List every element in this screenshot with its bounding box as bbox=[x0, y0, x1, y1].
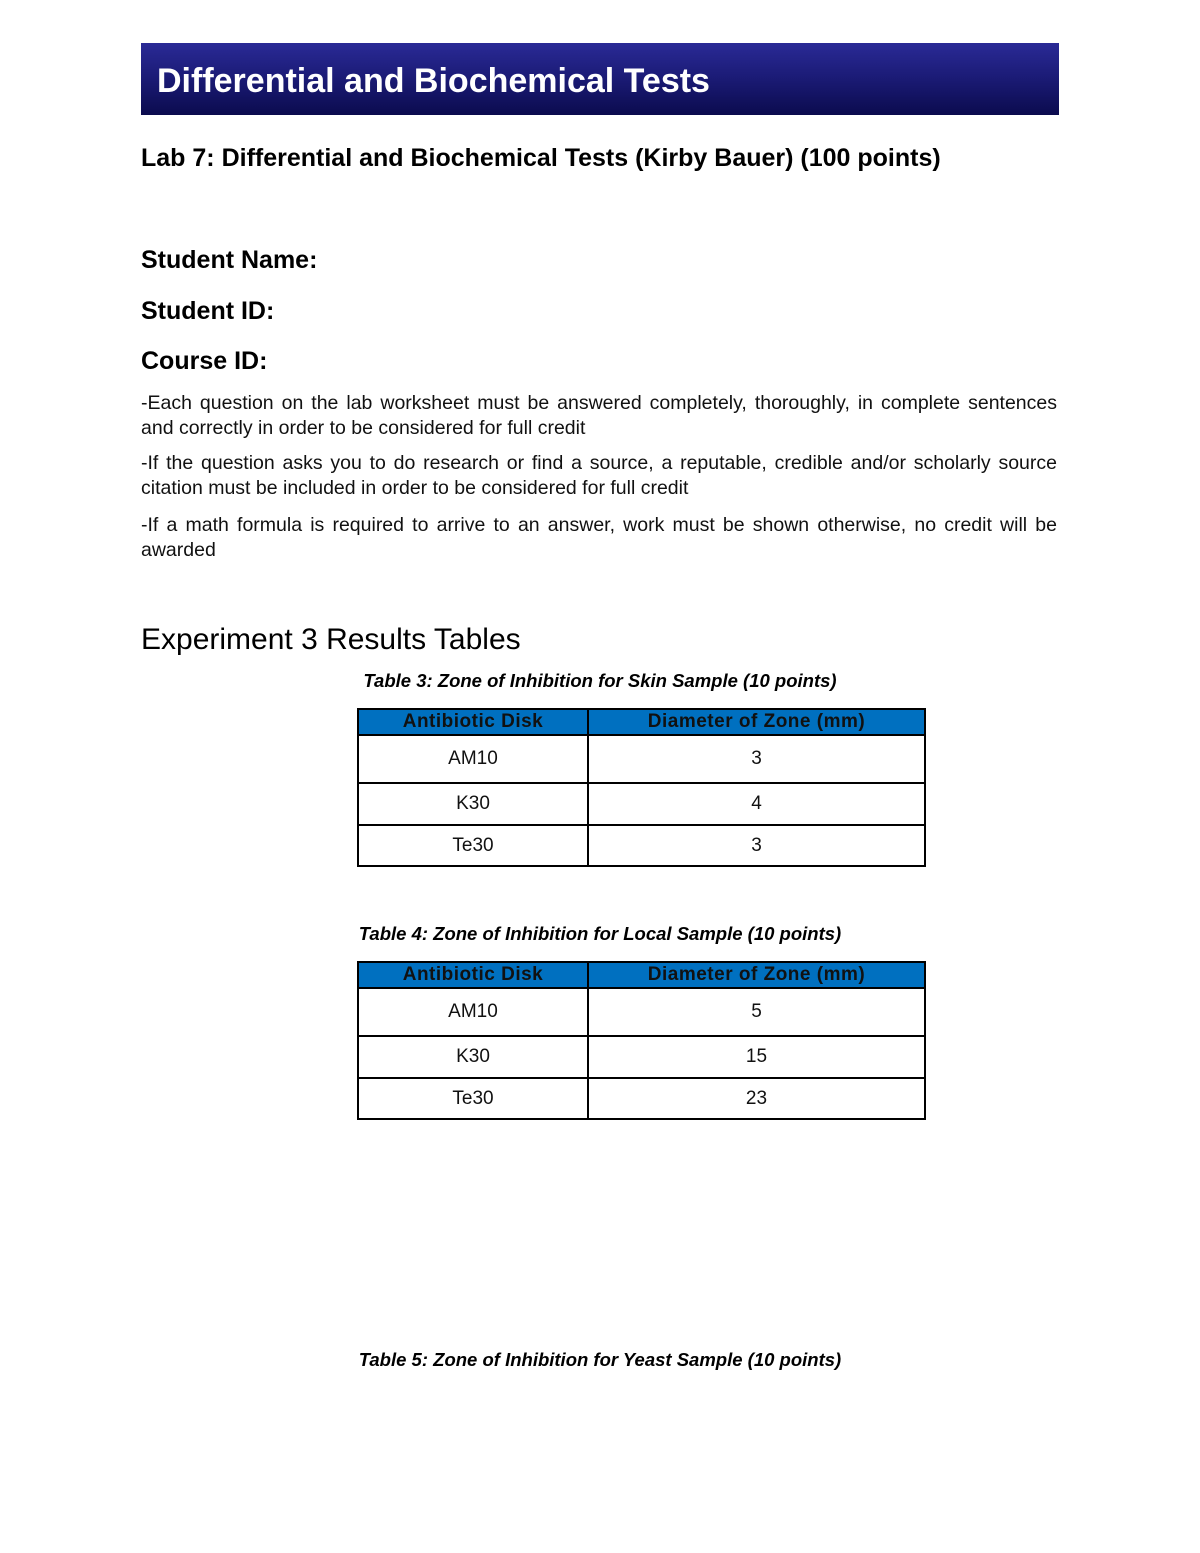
header-antibiotic-disk: Antibiotic Disk bbox=[358, 962, 588, 988]
banner-title: Differential and Biochemical Tests bbox=[157, 62, 710, 100]
table-row bbox=[358, 988, 925, 1036]
instruction-completeness: -Each question on the lab worksheet must be answered completely, thoroughly, in complete sentences and correctly in order to be considered for full credit bbox=[141, 392, 1057, 439]
header-diameter-of-zone: Diameter of Zone (mm) bbox=[588, 962, 925, 988]
table-row bbox=[358, 783, 925, 825]
diameter-cell: 23 bbox=[588, 1078, 925, 1119]
table-4-caption: Table 4: Zone of Inhibition for Local Sample (10 points) bbox=[358, 923, 842, 944]
table-3-skin-sample bbox=[357, 708, 926, 867]
diameter-cell: 4 bbox=[588, 783, 925, 825]
table-header-row bbox=[358, 962, 925, 988]
student-name-label: Student Name: bbox=[141, 246, 318, 274]
course-id-label: Course ID: bbox=[141, 347, 268, 375]
antibiotic-cell: Te30 bbox=[358, 825, 588, 866]
table-row bbox=[358, 1078, 925, 1119]
table-3-caption: Table 3: Zone of Inhibition for Skin Sample (10 points) bbox=[363, 670, 837, 691]
antibiotic-cell: Te30 bbox=[358, 1078, 588, 1119]
table-row bbox=[358, 735, 925, 783]
lab-title: Lab 7: Differential and Biochemical Tests (Kirby Bauer) (100 points) bbox=[141, 144, 941, 172]
diameter-cell: 5 bbox=[588, 988, 925, 1036]
table-header-row bbox=[358, 709, 925, 735]
diameter-cell: 15 bbox=[588, 1036, 925, 1078]
instruction-math-work: -If a math formula is required to arrive to an answer, work must be shown otherwise, no credit will be awarded bbox=[141, 514, 1057, 561]
diameter-cell: 3 bbox=[588, 735, 925, 783]
antibiotic-cell: AM10 bbox=[358, 735, 588, 783]
antibiotic-cell: K30 bbox=[358, 1036, 588, 1078]
instruction-citation: -If the question asks you to do research or find a source, a reputable, credible and/or scholarly source citation must be included in order to be considered for full credit bbox=[141, 452, 1057, 499]
table-row bbox=[358, 1036, 925, 1078]
diameter-cell: 3 bbox=[588, 825, 925, 866]
student-id-label: Student ID: bbox=[141, 297, 275, 325]
table-4-local-sample bbox=[357, 961, 926, 1120]
table-5-caption: Table 5: Zone of Inhibition for Yeast Sample (10 points) bbox=[358, 1349, 842, 1370]
section-heading: Experiment 3 Results Tables bbox=[141, 623, 521, 656]
antibiotic-cell: K30 bbox=[358, 783, 588, 825]
table-row bbox=[358, 825, 925, 866]
title-banner bbox=[141, 43, 1059, 115]
header-diameter-of-zone: Diameter of Zone (mm) bbox=[588, 709, 925, 735]
header-antibiotic-disk: Antibiotic Disk bbox=[358, 709, 588, 735]
antibiotic-cell: AM10 bbox=[358, 988, 588, 1036]
